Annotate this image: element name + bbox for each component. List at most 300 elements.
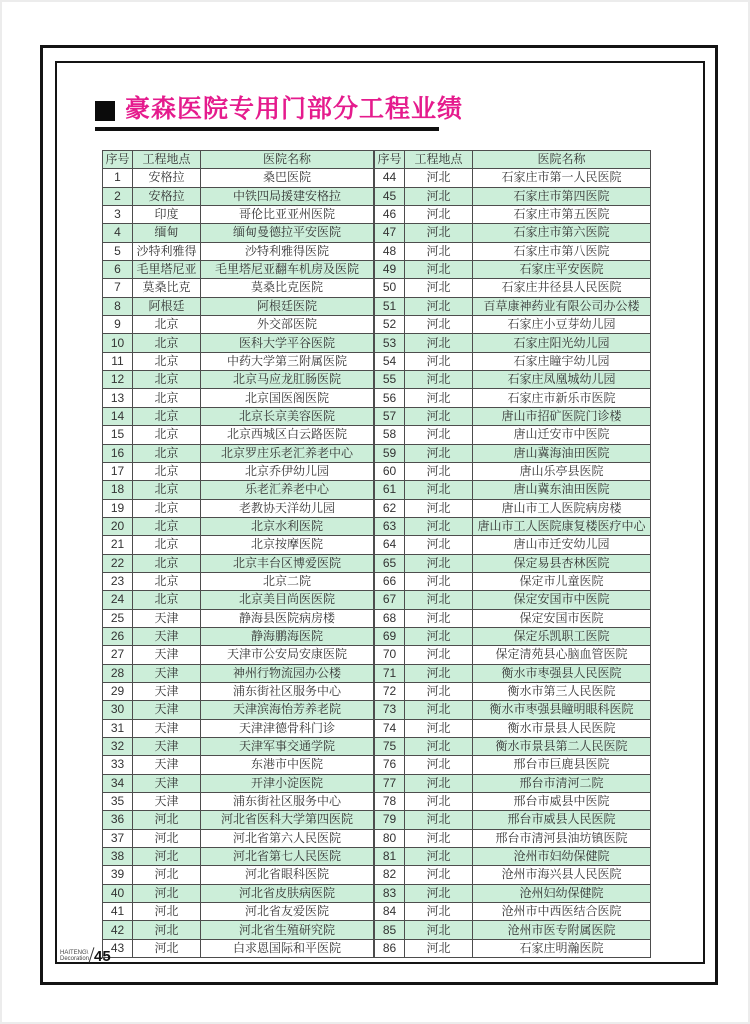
location-cell: 河北 <box>405 481 473 499</box>
table-row <box>103 738 374 756</box>
row-number-cell: 61 <box>375 481 405 499</box>
location-cell: 河北 <box>133 903 201 921</box>
table-row <box>103 462 374 480</box>
hospital-name-cell: 北京国医阁医院 <box>201 389 374 407</box>
location-cell: 北京 <box>133 389 201 407</box>
row-number-cell: 70 <box>375 646 405 664</box>
row-number-cell: 59 <box>375 444 405 462</box>
table-row <box>375 939 651 957</box>
row-number-cell: 15 <box>103 426 133 444</box>
table-header-row <box>103 151 374 169</box>
location-cell: 河北 <box>405 444 473 462</box>
row-number-cell: 25 <box>103 609 133 627</box>
row-number-cell: 13 <box>103 389 133 407</box>
row-number-cell: 66 <box>375 572 405 590</box>
row-number-cell: 58 <box>375 426 405 444</box>
hospital-name-cell: 衡水市第三人民医院 <box>473 682 651 700</box>
hospital-name-cell: 开津小淀医院 <box>201 774 374 792</box>
table-row <box>103 536 374 554</box>
hospital-name-cell: 石家庄明瀚医院 <box>473 939 651 957</box>
projects-table-right <box>374 150 651 958</box>
row-number-cell: 51 <box>375 297 405 315</box>
table-row <box>103 169 374 187</box>
hospital-name-cell: 邢台市清河县油坊镇医院 <box>473 829 651 847</box>
row-number-cell: 76 <box>375 756 405 774</box>
title-bullet-square-icon <box>95 101 115 121</box>
row-number-cell: 69 <box>375 627 405 645</box>
hospital-name-cell: 北京乔伊幼儿园 <box>201 462 374 480</box>
location-cell: 北京 <box>133 334 201 352</box>
location-cell: 河北 <box>405 389 473 407</box>
table-row <box>103 921 374 939</box>
row-number-cell: 86 <box>375 939 405 957</box>
header-index: 序号 <box>375 151 405 169</box>
row-number-cell: 34 <box>103 774 133 792</box>
table-row <box>375 774 651 792</box>
brand-logo-text <box>60 950 89 963</box>
hospital-name-cell: 唐山市迁安幼儿园 <box>473 536 651 554</box>
hospital-name-cell: 神州行物流园办公楼 <box>201 664 374 682</box>
page-title: 豪森医院专用门部分工程业绩 <box>125 95 464 123</box>
table-row <box>103 884 374 902</box>
table-row <box>375 242 651 260</box>
location-cell: 天津 <box>133 701 201 719</box>
table-row <box>103 591 374 609</box>
location-cell: 天津 <box>133 738 201 756</box>
row-number-cell: 28 <box>103 664 133 682</box>
location-cell: 天津 <box>133 682 201 700</box>
table-row <box>103 572 374 590</box>
hospital-name-cell: 石家庄市新乐市医院 <box>473 389 651 407</box>
hospital-name-cell: 河北省皮肤病医院 <box>201 884 374 902</box>
location-cell: 河北 <box>405 554 473 572</box>
hospital-name-cell: 北京西城区白云路医院 <box>201 426 374 444</box>
location-cell: 河北 <box>405 187 473 205</box>
row-number-cell: 53 <box>375 334 405 352</box>
location-cell: 莫桑比克 <box>133 279 201 297</box>
row-number-cell: 19 <box>103 499 133 517</box>
hospital-name-cell: 保定安国市中医院 <box>473 591 651 609</box>
table-row <box>103 664 374 682</box>
table-row <box>103 444 374 462</box>
table-row <box>375 664 651 682</box>
location-cell: 河北 <box>133 848 201 866</box>
table-row <box>103 756 374 774</box>
hospital-name-cell: 保定市儿童医院 <box>473 572 651 590</box>
hospital-name-cell: 唐山冀东油田医院 <box>473 481 651 499</box>
row-number-cell: 63 <box>375 517 405 535</box>
table-row <box>375 371 651 389</box>
location-cell: 河北 <box>405 829 473 847</box>
hospital-name-cell: 外交部医院 <box>201 316 374 334</box>
hospital-name-cell: 河北省友爱医院 <box>201 903 374 921</box>
hospital-name-cell: 北京丰台区博爱医院 <box>201 554 374 572</box>
location-cell: 河北 <box>405 903 473 921</box>
location-cell: 北京 <box>133 371 201 389</box>
table-row <box>103 261 374 279</box>
table-row <box>103 939 374 957</box>
location-cell: 河北 <box>405 242 473 260</box>
row-number-cell: 31 <box>103 719 133 737</box>
table-row <box>103 334 374 352</box>
hospital-name-cell: 保定清苑县心脑血管医院 <box>473 646 651 664</box>
table-row <box>375 187 651 205</box>
projects-tables <box>102 150 651 958</box>
hospital-name-cell: 中铁四局援建安格拉 <box>201 187 374 205</box>
table-row <box>103 646 374 664</box>
table-row <box>103 206 374 224</box>
row-number-cell: 46 <box>375 206 405 224</box>
row-number-cell: 55 <box>375 371 405 389</box>
hospital-name-cell: 沧州市海兴县人民医院 <box>473 866 651 884</box>
location-cell: 河北 <box>405 884 473 902</box>
table-row <box>103 481 374 499</box>
location-cell: 沙特利雅得 <box>133 242 201 260</box>
table-row <box>375 884 651 902</box>
hospital-name-cell: 北京按摩医院 <box>201 536 374 554</box>
hospital-name-cell: 北京二院 <box>201 572 374 590</box>
location-cell: 河北 <box>405 738 473 756</box>
row-number-cell: 6 <box>103 261 133 279</box>
table-row <box>375 206 651 224</box>
hospital-name-cell: 沧州市妇幼保健院 <box>473 848 651 866</box>
hospital-name-cell: 天津军事交通学院 <box>201 738 374 756</box>
table-row <box>103 279 374 297</box>
table-row <box>103 627 374 645</box>
hospital-name-cell: 唐山市招矿医院门诊楼 <box>473 407 651 425</box>
hospital-name-cell: 石家庄市第六医院 <box>473 224 651 242</box>
hospital-name-cell: 乐老汇养老中心 <box>201 481 374 499</box>
table-row <box>375 701 651 719</box>
location-cell: 北京 <box>133 517 201 535</box>
location-cell: 河北 <box>405 646 473 664</box>
location-cell: 天津 <box>133 627 201 645</box>
row-number-cell: 4 <box>103 224 133 242</box>
hospital-name-cell: 石家庄市第四医院 <box>473 187 651 205</box>
row-number-cell: 82 <box>375 866 405 884</box>
row-number-cell: 71 <box>375 664 405 682</box>
location-cell: 北京 <box>133 444 201 462</box>
table-row <box>375 866 651 884</box>
table-row <box>103 352 374 370</box>
row-number-cell: 60 <box>375 462 405 480</box>
location-cell: 河北 <box>133 884 201 902</box>
row-number-cell: 74 <box>375 719 405 737</box>
table-row <box>375 793 651 811</box>
table-row <box>103 517 374 535</box>
location-cell: 河北 <box>405 462 473 480</box>
table-row <box>103 407 374 425</box>
row-number-cell: 62 <box>375 499 405 517</box>
table-row <box>103 774 374 792</box>
hospital-name-cell: 静海鹏海医院 <box>201 627 374 645</box>
row-number-cell: 16 <box>103 444 133 462</box>
hospital-name-cell: 衡水市枣强县人民医院 <box>473 664 651 682</box>
table-row <box>375 903 651 921</box>
hospital-name-cell: 沧州市医专附属医院 <box>473 921 651 939</box>
row-number-cell: 9 <box>103 316 133 334</box>
row-number-cell: 75 <box>375 738 405 756</box>
location-cell: 北京 <box>133 462 201 480</box>
table-row <box>375 756 651 774</box>
hospital-name-cell: 哥伦比亚亚州医院 <box>201 206 374 224</box>
table-row <box>103 187 374 205</box>
row-number-cell: 17 <box>103 462 133 480</box>
row-number-cell: 47 <box>375 224 405 242</box>
hospital-name-cell: 河北省医科大学第四医院 <box>201 811 374 829</box>
location-cell: 北京 <box>133 407 201 425</box>
table-row <box>103 609 374 627</box>
table-row <box>103 499 374 517</box>
table-row <box>103 682 374 700</box>
table-row <box>103 793 374 811</box>
table-row <box>375 517 651 535</box>
header-location: 工程地点 <box>405 151 473 169</box>
hospital-name-cell: 河北省第六人民医院 <box>201 829 374 847</box>
hospital-name-cell: 唐山冀海油田医院 <box>473 444 651 462</box>
table-row <box>375 444 651 462</box>
table-row <box>375 591 651 609</box>
table-row <box>103 701 374 719</box>
hospital-name-cell: 唐山市工人医院康复楼医疗中心 <box>473 517 651 535</box>
table-row <box>103 719 374 737</box>
location-cell: 河北 <box>405 261 473 279</box>
row-number-cell: 18 <box>103 481 133 499</box>
table-row <box>103 426 374 444</box>
hospital-name-cell: 桑巴医院 <box>201 169 374 187</box>
row-number-cell: 30 <box>103 701 133 719</box>
location-cell: 河北 <box>405 426 473 444</box>
header-location: 工程地点 <box>133 151 201 169</box>
location-cell: 河北 <box>133 866 201 884</box>
table-row <box>375 334 651 352</box>
hospital-name-cell: 石家庄小豆芽幼儿园 <box>473 316 651 334</box>
row-number-cell: 23 <box>103 572 133 590</box>
row-number-cell: 83 <box>375 884 405 902</box>
location-cell: 河北 <box>405 334 473 352</box>
location-cell: 河北 <box>405 499 473 517</box>
location-cell: 河北 <box>405 609 473 627</box>
hospital-name-cell: 莫桑比克医院 <box>201 279 374 297</box>
hospital-name-cell: 邢台市巨鹿县医院 <box>473 756 651 774</box>
table-row <box>375 848 651 866</box>
table-row <box>103 242 374 260</box>
row-number-cell: 52 <box>375 316 405 334</box>
table-row <box>375 572 651 590</box>
row-number-cell: 43 <box>103 939 133 957</box>
hospital-name-cell: 石家庄凤凰城幼儿园 <box>473 371 651 389</box>
row-number-cell: 14 <box>103 407 133 425</box>
row-number-cell: 12 <box>103 371 133 389</box>
location-cell: 毛里塔尼亚 <box>133 261 201 279</box>
brand-footer <box>60 947 111 963</box>
table-row <box>103 316 374 334</box>
row-number-cell: 37 <box>103 829 133 847</box>
header-hospital: 医院名称 <box>201 151 374 169</box>
hospital-name-cell: 唐山迁安市中医院 <box>473 426 651 444</box>
header-index: 序号 <box>103 151 133 169</box>
location-cell: 河北 <box>405 866 473 884</box>
table-row <box>375 609 651 627</box>
hospital-name-cell: 石家庄阳光幼儿园 <box>473 334 651 352</box>
row-number-cell: 79 <box>375 811 405 829</box>
table-row <box>103 811 374 829</box>
brand-line1: HAITENG\ <box>60 949 89 956</box>
row-number-cell: 78 <box>375 793 405 811</box>
row-number-cell: 7 <box>103 279 133 297</box>
hospital-name-cell: 石家庄市第八医院 <box>473 242 651 260</box>
row-number-cell: 35 <box>103 793 133 811</box>
hospital-name-cell: 石家庄瞳宇幼儿园 <box>473 352 651 370</box>
location-cell: 北京 <box>133 591 201 609</box>
table-row <box>103 848 374 866</box>
row-number-cell: 68 <box>375 609 405 627</box>
row-number-cell: 3 <box>103 206 133 224</box>
row-number-cell: 57 <box>375 407 405 425</box>
location-cell: 天津 <box>133 756 201 774</box>
hospital-name-cell: 石家庄平安医院 <box>473 261 651 279</box>
hospital-name-cell: 保定安国市医院 <box>473 609 651 627</box>
location-cell: 河北 <box>405 793 473 811</box>
row-number-cell: 27 <box>103 646 133 664</box>
row-number-cell: 33 <box>103 756 133 774</box>
hospital-name-cell: 老教协天洋幼儿园 <box>201 499 374 517</box>
table-row <box>375 462 651 480</box>
row-number-cell: 39 <box>103 866 133 884</box>
hospital-name-cell: 北京罗庄乐老汇养老中心 <box>201 444 374 462</box>
table-row <box>375 499 651 517</box>
row-number-cell: 84 <box>375 903 405 921</box>
location-cell: 河北 <box>405 811 473 829</box>
location-cell: 北京 <box>133 536 201 554</box>
location-cell: 河北 <box>405 756 473 774</box>
row-number-cell: 26 <box>103 627 133 645</box>
location-cell: 河北 <box>405 371 473 389</box>
location-cell: 河北 <box>405 627 473 645</box>
location-cell: 河北 <box>405 169 473 187</box>
table-row <box>375 261 651 279</box>
location-cell: 河北 <box>405 206 473 224</box>
hospital-name-cell: 北京美目尚医医院 <box>201 591 374 609</box>
row-number-cell: 72 <box>375 682 405 700</box>
table-row <box>375 279 651 297</box>
hospital-name-cell: 河北省第七人民医院 <box>201 848 374 866</box>
table-row <box>375 536 651 554</box>
location-cell: 河北 <box>405 719 473 737</box>
brand-line2: Decoration <box>60 956 90 963</box>
location-cell: 天津 <box>133 774 201 792</box>
location-cell: 河北 <box>405 701 473 719</box>
row-number-cell: 5 <box>103 242 133 260</box>
row-number-cell: 41 <box>103 903 133 921</box>
table-row <box>375 224 651 242</box>
hospital-name-cell: 医科大学平谷医院 <box>201 334 374 352</box>
hospital-name-cell: 静海县医院病房楼 <box>201 609 374 627</box>
location-cell: 河北 <box>405 316 473 334</box>
row-number-cell: 42 <box>103 921 133 939</box>
row-number-cell: 24 <box>103 591 133 609</box>
row-number-cell: 44 <box>375 169 405 187</box>
table-header-row <box>375 151 651 169</box>
location-cell: 天津 <box>133 719 201 737</box>
location-cell: 缅甸 <box>133 224 201 242</box>
location-cell: 印度 <box>133 206 201 224</box>
row-number-cell: 32 <box>103 738 133 756</box>
hospital-name-cell: 天津滨海怡芳养老院 <box>201 701 374 719</box>
location-cell: 河北 <box>405 517 473 535</box>
row-number-cell: 45 <box>375 187 405 205</box>
location-cell: 北京 <box>133 554 201 572</box>
location-cell: 河北 <box>405 664 473 682</box>
hospital-name-cell: 唐山乐亭县医院 <box>473 462 651 480</box>
row-number-cell: 10 <box>103 334 133 352</box>
table-row <box>103 903 374 921</box>
table-row <box>375 719 651 737</box>
table-row <box>375 646 651 664</box>
table-row <box>375 627 651 645</box>
row-number-cell: 48 <box>375 242 405 260</box>
hospital-name-cell: 衡水市枣强县瞳明眼科医院 <box>473 701 651 719</box>
hospital-name-cell: 沧州市中西医结合医院 <box>473 903 651 921</box>
hospital-name-cell: 河北省生殖研究院 <box>201 921 374 939</box>
table-row <box>103 554 374 572</box>
hospital-name-cell: 河北省眼科医院 <box>201 866 374 884</box>
location-cell: 河北 <box>405 572 473 590</box>
row-number-cell: 36 <box>103 811 133 829</box>
location-cell: 河北 <box>133 811 201 829</box>
table-row <box>375 811 651 829</box>
hospital-name-cell: 石家庄市第一人民医院 <box>473 169 651 187</box>
hospital-name-cell: 邢台市威县人民医院 <box>473 811 651 829</box>
hospital-name-cell: 石家庄井径县人民医院 <box>473 279 651 297</box>
row-number-cell: 40 <box>103 884 133 902</box>
row-number-cell: 73 <box>375 701 405 719</box>
row-number-cell: 20 <box>103 517 133 535</box>
location-cell: 天津 <box>133 646 201 664</box>
table-row <box>375 407 651 425</box>
row-number-cell: 64 <box>375 536 405 554</box>
table-row <box>375 921 651 939</box>
location-cell: 河北 <box>405 939 473 957</box>
row-number-cell: 80 <box>375 829 405 847</box>
hospital-name-cell: 邢台市清河二院 <box>473 774 651 792</box>
hospital-name-cell: 北京马应龙肛肠医院 <box>201 371 374 389</box>
hospital-name-cell: 北京水利医院 <box>201 517 374 535</box>
hospital-name-cell: 天津市公安局安康医院 <box>201 646 374 664</box>
table-row <box>103 389 374 407</box>
location-cell: 天津 <box>133 664 201 682</box>
table-row <box>103 866 374 884</box>
hospital-name-cell: 阿根廷医院 <box>201 297 374 315</box>
location-cell: 天津 <box>133 793 201 811</box>
location-cell: 河北 <box>405 297 473 315</box>
hospital-name-cell: 天津津德骨科门诊 <box>201 719 374 737</box>
row-number-cell: 1 <box>103 169 133 187</box>
table-row <box>375 481 651 499</box>
location-cell: 安格拉 <box>133 169 201 187</box>
hospital-name-cell: 百草康神药业有限公司办公楼 <box>473 297 651 315</box>
location-cell: 河北 <box>405 774 473 792</box>
hospital-name-cell: 浦东街社区服务中心 <box>201 682 374 700</box>
table-row <box>375 554 651 572</box>
table-row <box>103 371 374 389</box>
location-cell: 北京 <box>133 426 201 444</box>
table-row <box>375 738 651 756</box>
hospital-name-cell: 东港市中医院 <box>201 756 374 774</box>
row-number-cell: 8 <box>103 297 133 315</box>
location-cell: 河北 <box>405 279 473 297</box>
row-number-cell: 81 <box>375 848 405 866</box>
